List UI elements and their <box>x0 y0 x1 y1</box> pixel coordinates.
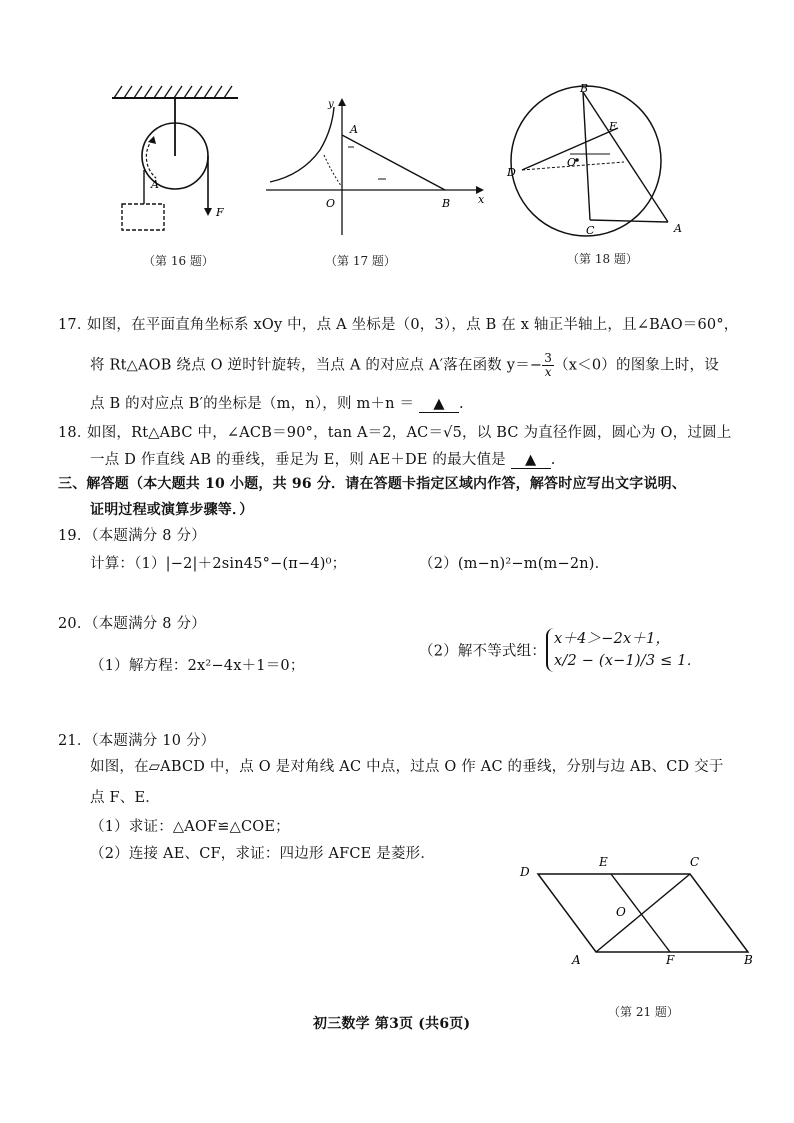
fig16-label-f: F <box>216 206 224 219</box>
fig18-label-a: A <box>674 222 682 235</box>
fig17-label-o: O <box>326 197 336 210</box>
page-footer: 初三数学 第3页 (共6页) <box>313 1016 471 1032</box>
q20-part-1: （1）解方程：2x²−4x＋1＝0； <box>90 658 305 674</box>
q18-number: 18． <box>58 425 92 441</box>
q17-line-2-end: （x＜0）的图象上时，设 <box>554 357 719 374</box>
fig21-label-f: F <box>666 953 675 967</box>
q17-fraction <box>542 352 554 379</box>
fig17-label-a: A <box>350 123 358 136</box>
fig17-label-x: x <box>478 193 485 206</box>
section-3-heading: 三、解答题（本大题共 10 小题，共 96 分．请在答题卡指定区域内作答，解答时应写出文字说明、 <box>58 476 687 492</box>
fig21-label-c: C <box>690 855 700 869</box>
q18-line-2-end: . <box>550 452 556 468</box>
q18-line-2 <box>90 448 556 469</box>
q17-fraction-numerator: 3 <box>544 351 553 365</box>
fig21-label-a: A <box>572 953 581 967</box>
fig21-label-b: B <box>744 953 753 967</box>
q20-part-2 <box>419 628 701 672</box>
fig18-label-e: E <box>609 120 618 133</box>
q18-answer-blank: ▲ <box>511 452 551 469</box>
fig21-label-o: O <box>616 905 626 919</box>
fig18-label-c: C <box>586 224 595 237</box>
q19-number: 19． <box>58 528 92 544</box>
q17-number: 17． <box>58 317 92 333</box>
q17-line-3-start: 点 B 的对应点 B′的坐标是（m，n），则 m＋n ＝ <box>90 396 415 412</box>
q20-score: （本题满分 8 分） <box>84 616 206 632</box>
fig21-caption: （第 21 题） <box>608 1005 679 1019</box>
q17-line-3 <box>90 392 464 413</box>
q17-fraction-denominator: x <box>544 365 552 379</box>
q19-part-1: 计算：（1）|−2|＋2sin45°−(π−4)⁰； <box>90 556 347 572</box>
fig18-label-d: D <box>507 166 516 179</box>
fig17-caption: （第 17 题） <box>325 254 396 268</box>
fig16-label-a: A <box>151 178 159 191</box>
q21-number: 21． <box>58 733 92 749</box>
fig18-caption: （第 18 题） <box>567 252 638 266</box>
fig17-label-y: y <box>328 99 334 110</box>
q21-score: （本题满分 10 分） <box>84 733 216 749</box>
q21-part-2: （2）连接 AE、CF，求证：四边形 AFCE 是菱形． <box>90 846 436 862</box>
fig17-label-b: B <box>442 197 451 210</box>
q19-score: （本题满分 8 分） <box>84 528 206 544</box>
q20-number: 20． <box>58 616 92 632</box>
fig21-label-e: E <box>599 855 608 869</box>
q18-line-1: 如图，Rt△ABC 中，∠ACB＝90°，tan A＝2，AC＝√5，以 BC 为直径作圆，圆心为 O，过圆上 <box>87 425 732 441</box>
section-3-heading-cont: 证明过程或演算步骤等．） <box>90 502 254 518</box>
q19-part-2: （2）(m−n)²−m(m−2n)． <box>419 556 610 572</box>
figure-21-parallelogram <box>512 852 768 972</box>
q17-line-3-end: . <box>459 396 464 412</box>
q20-inequality-2: x/2 − (x−1)/3 ≤ 1． <box>554 653 702 669</box>
fig21-label-d: D <box>520 865 530 879</box>
q20-inequality-1: x＋4＞−2x＋1， <box>554 631 671 647</box>
fig16-caption: （第 16 题） <box>143 254 214 268</box>
q21-line-1: 如图，在▱ABCD 中，点 O 是对角线 AC 中点，过点 O 作 AC 的垂线，分别与边 AB、CD 交于 <box>90 759 724 775</box>
q17-line-1: 如图，在平面直角坐标系 xOy 中，点 A 坐标是（0，3），点 B 在 x 轴正半轴上，且∠BAO＝60°， <box>87 317 739 333</box>
fig18-label-b: B <box>580 82 589 95</box>
q21-line-2: 点 F、E． <box>90 790 160 806</box>
figure-18-circle-triangle <box>500 82 700 237</box>
q18-line-2-start: 一点 D 作直线 AB 的垂线，垂足为 E，则 AE＋DE 的最大值是 <box>90 452 506 468</box>
fig18-label-o: O <box>567 156 577 169</box>
q21-part-1: （1）求证：△AOF≌△COE； <box>90 819 290 835</box>
q17-line-2-start: 将 Rt△AOB 绕点 O 逆时针旋转，当点 A 的对应点 A′落在函数 y＝− <box>90 357 543 374</box>
q17-answer-blank: ▲ <box>419 396 459 413</box>
q20-part-2-label: （2）解不等式组： <box>419 643 547 660</box>
figure-16-pulley <box>100 78 250 238</box>
q20-inequality-system <box>546 628 701 672</box>
q17-line-2 <box>90 352 719 379</box>
figure-17-coordinate-plane <box>262 95 492 240</box>
